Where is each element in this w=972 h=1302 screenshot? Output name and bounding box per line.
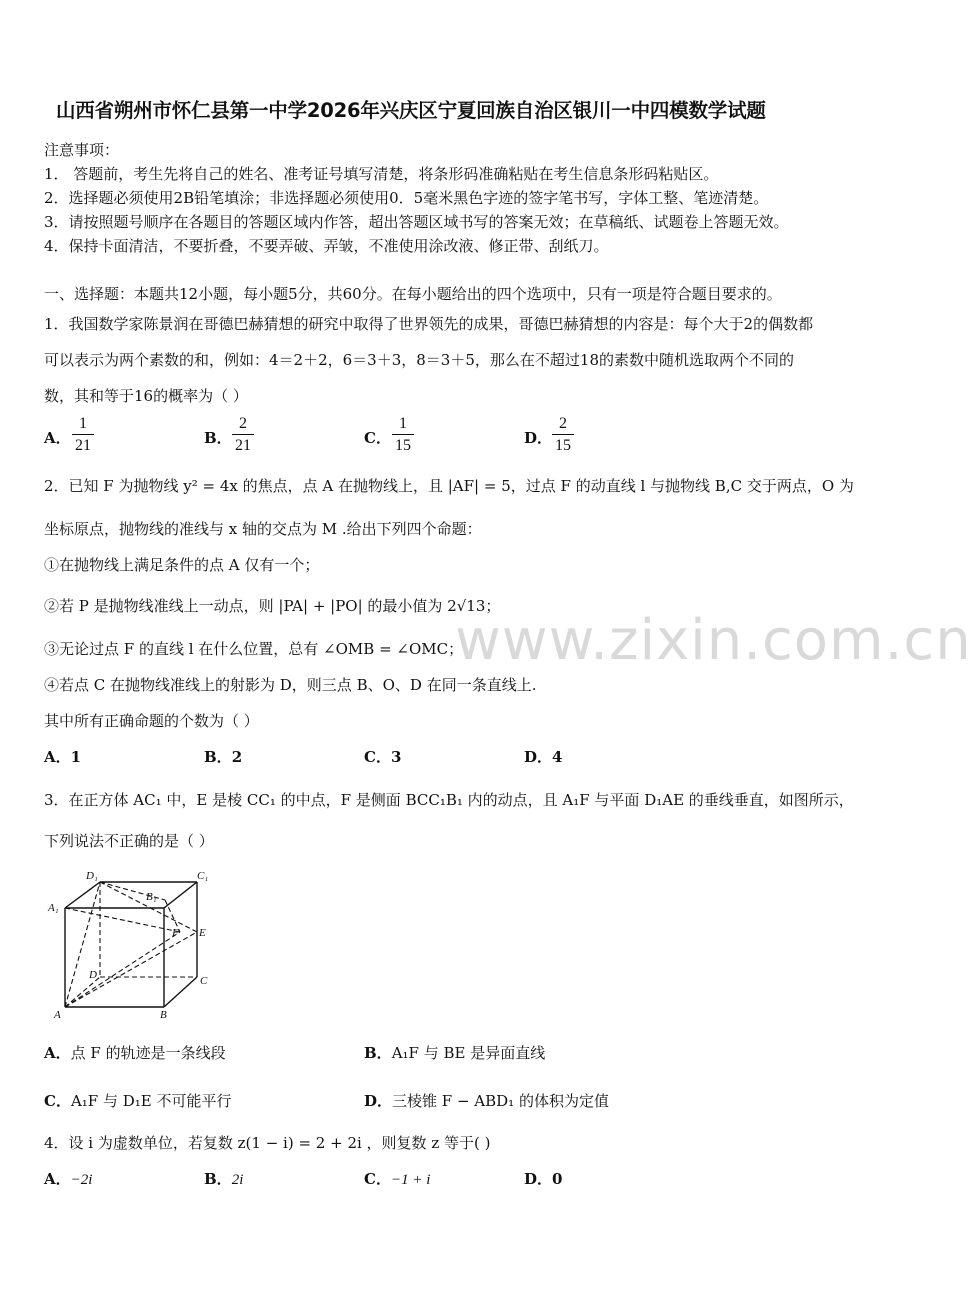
option-label: D． bbox=[524, 429, 553, 447]
q3-line-2: 下列说法不正确的是（ ） bbox=[44, 832, 214, 850]
q3-line-1: 3．在正方体 AC₁ 中，E 是棱 CC₁ 的中点，F 是侧面 BCC₁B₁ 内的动点，且 A₁F 与平面 D₁AE 的垂线垂直，如图所示， bbox=[44, 791, 854, 809]
option-value: −1 + i bbox=[390, 1172, 431, 1188]
q2-line-1: 2．已知 F 为抛物线 y² = 4x 的焦点，点 A 在抛物线上，且 |AF| = 5，过点 F 的动直线 l 与抛物线 B,C 交于两点，O 为 bbox=[44, 477, 854, 495]
option-label: B． bbox=[204, 748, 232, 766]
q4-option-d[interactable] bbox=[524, 1169, 562, 1189]
denominator: 21 bbox=[235, 437, 251, 454]
option-label: A． bbox=[44, 1170, 71, 1188]
q2-prop-1: ①在抛物线上满足条件的点 A 仅有一个； bbox=[44, 556, 320, 574]
option-label: C． bbox=[364, 429, 391, 447]
vertex-label: D₁ bbox=[86, 870, 98, 882]
vertex-label: F bbox=[172, 927, 179, 939]
numerator: 1 bbox=[399, 415, 407, 432]
fraction bbox=[392, 414, 414, 455]
q3-option-d[interactable] bbox=[364, 1091, 609, 1111]
q2-ask: 其中所有正确命题的个数为（ ） bbox=[44, 712, 259, 730]
option-label: B． bbox=[204, 429, 232, 447]
option-label: C． bbox=[364, 748, 391, 766]
option-label: A． bbox=[44, 1044, 71, 1062]
fraction bbox=[72, 414, 94, 455]
option-label: B． bbox=[364, 1044, 392, 1062]
notice-item-3: 3．请按照题号顺序在各题目的答题区域内作答，超出答题区域书写的答案无效；在草稿纸、试题卷上答题无效。 bbox=[44, 213, 789, 231]
watermark: www.zixin.com.cn bbox=[455, 608, 972, 673]
q2-option-b[interactable] bbox=[204, 747, 242, 767]
q2-option-d[interactable] bbox=[524, 747, 562, 767]
vertex-label: A bbox=[54, 1009, 61, 1021]
notice-heading: 注意事项： bbox=[44, 141, 120, 159]
option-label: D． bbox=[524, 748, 553, 766]
option-value: 2i bbox=[231, 1172, 244, 1188]
option-value: 3 bbox=[390, 748, 402, 766]
option-label: D． bbox=[364, 1092, 393, 1110]
vertex-label: B bbox=[160, 1009, 167, 1021]
vertex-label: C₁ bbox=[197, 870, 209, 882]
q4-line-1: 4．设 i 为虚数单位，若复数 z(1 − i) = 2 + 2i ，则复数 z 等于( ) bbox=[44, 1134, 491, 1152]
section-heading: 一、选择题：本题共12小题，每小题5分，共60分。在每小题给出的四个选项中，只有一项是符合题目要求的。 bbox=[44, 285, 782, 303]
option-value: 1 bbox=[70, 748, 82, 766]
option-text: A₁F 与 D₁E 不可能平行 bbox=[70, 1092, 232, 1110]
option-label: A． bbox=[44, 748, 71, 766]
option-label: D． bbox=[524, 1170, 553, 1188]
page-title: 山西省朔州市怀仁县第一中学2026年兴庆区宁夏回族自治区银川一中四模数学试题 bbox=[56, 99, 766, 122]
numerator: 2 bbox=[559, 415, 567, 432]
q4-option-c[interactable] bbox=[364, 1169, 430, 1190]
option-label: C． bbox=[44, 1092, 71, 1110]
option-text: 点 F 的轨迹是一条线段 bbox=[70, 1044, 226, 1062]
option-value: 4 bbox=[552, 748, 563, 766]
q4-option-a[interactable] bbox=[44, 1169, 92, 1190]
vertex-label: D bbox=[89, 969, 97, 981]
vertex-label: B₁ bbox=[146, 891, 157, 903]
cube-figure bbox=[40, 862, 220, 1022]
q1-line-1: 1．我国数学家陈景润在哥德巴赫猜想的研究中取得了世界领先的成果，哥德巴赫猜想的内容是：每个大于2的偶数都 bbox=[44, 315, 814, 333]
option-value: −2i bbox=[70, 1172, 93, 1188]
q3-option-a[interactable] bbox=[44, 1043, 226, 1063]
notice-item-4: 4．保持卡面清洁，不要折叠，不要弄破、弄皱，不准使用涂改液、修正带、刮纸刀。 bbox=[44, 237, 609, 255]
denominator: 21 bbox=[75, 437, 91, 454]
numerator: 1 bbox=[79, 415, 87, 432]
q1-line-2: 可以表示为两个素数的和，例如：4＝2＋2，6＝3＋3，8＝3＋5，那么在不超过18的素数中随机选取两个不同的 bbox=[44, 351, 794, 369]
q3-option-b[interactable] bbox=[364, 1043, 545, 1063]
fraction bbox=[552, 414, 574, 455]
option-label: B． bbox=[204, 1170, 232, 1188]
notice-item-1: 1． 答题前，考生先将自己的姓名、准考证号填写清楚，将条形码准确粘贴在考生信息条形码粘贴区。 bbox=[44, 165, 719, 183]
q4-option-b[interactable] bbox=[204, 1169, 243, 1190]
vertex-label: E bbox=[199, 927, 206, 939]
option-text: 三棱锥 F − ABD₁ 的体积为定值 bbox=[392, 1092, 609, 1110]
notice-item-2: 2．选择题必须使用2B铅笔填涂；非选择题必须使用0．5毫米黑色字迹的签字笔书写，字体工整、笔迹清楚。 bbox=[44, 189, 769, 207]
denominator: 15 bbox=[395, 437, 411, 454]
q2-prop-2: ②若 P 是抛物线准线上一动点，则 |PA| + |PO| 的最小值为 2√13； bbox=[44, 597, 501, 615]
q2-prop-3: ③无论过点 F 的直线 l 在什么位置，总有 ∠OMB = ∠OMC； bbox=[44, 640, 464, 658]
q2-line-2: 坐标原点，抛物线的准线与 x 轴的交点为 M .给出下列四个命题： bbox=[44, 520, 482, 538]
denominator: 15 bbox=[555, 437, 571, 454]
option-label: C． bbox=[364, 1170, 391, 1188]
vertex-label: A₁ bbox=[48, 902, 59, 914]
option-value: 0 bbox=[552, 1170, 563, 1188]
q1-line-3: 数，其和等于16的概率为（ ） bbox=[44, 387, 248, 405]
option-label: A． bbox=[44, 429, 71, 447]
option-value: 2 bbox=[231, 748, 243, 766]
q2-prop-4: ④若点 C 在抛物线准线上的射影为 D，则三点 B、O、D 在同一条直线上. bbox=[44, 676, 537, 694]
vertex-label: C bbox=[200, 975, 208, 987]
q2-option-a[interactable] bbox=[44, 747, 81, 767]
q3-option-c[interactable] bbox=[44, 1091, 232, 1111]
fraction bbox=[232, 414, 254, 455]
option-text: A₁F 与 BE 是异面直线 bbox=[391, 1044, 546, 1062]
q2-option-c[interactable] bbox=[364, 747, 401, 767]
numerator: 2 bbox=[239, 415, 247, 432]
